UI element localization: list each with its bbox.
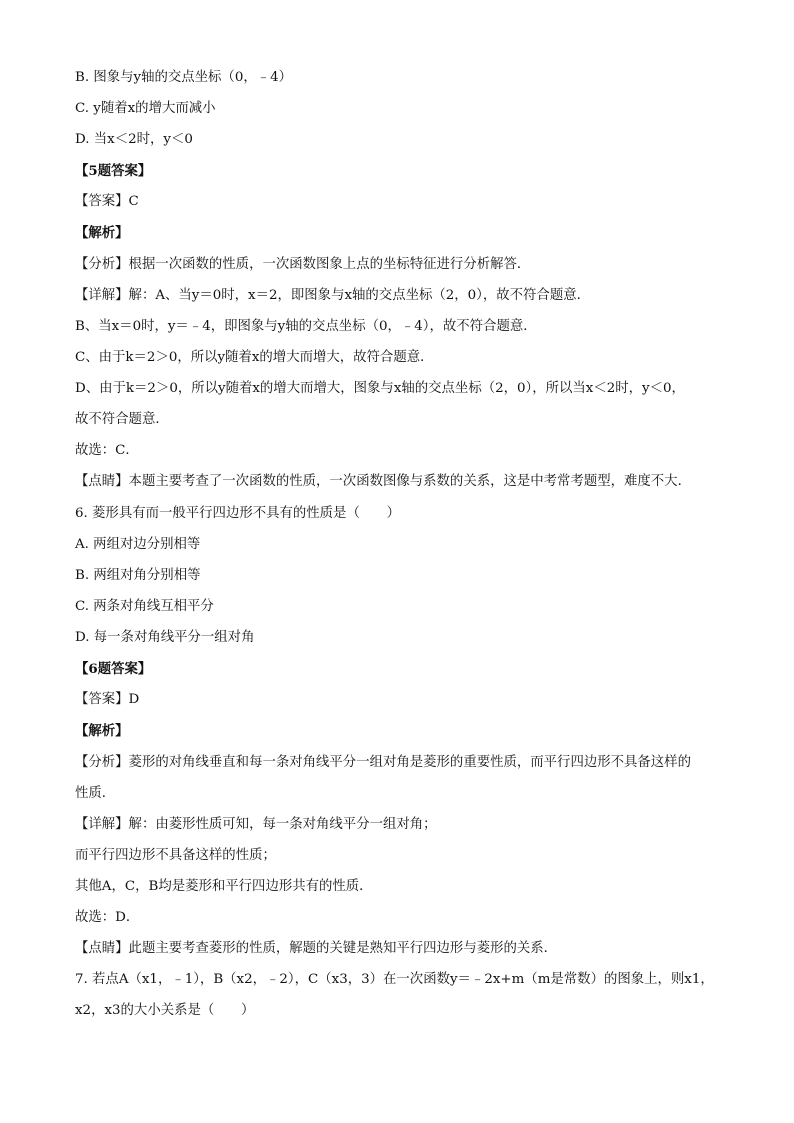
q5-answer-heading: 【5题答案】 (75, 163, 152, 179)
q5-choice: 故选：C． (75, 443, 139, 458)
q6-detail-2: 而平行四边形不具备这样的性质； (75, 848, 276, 863)
option-a-q6: A. 两组对边分别相等 (75, 537, 201, 552)
q5-detail-c: C、由于k＝2＞0，所以y随着x的增大而增大，故符合题意． (75, 350, 434, 365)
option-b-q6: B. 两组对角分别相等 (75, 568, 201, 583)
q6-analysis-cont: 性质． (75, 786, 116, 801)
q5-detail-d: D、由于k＝2＞0，所以y随着x的增大而增大，图象与x轴的交点坐标（2，0），所以当x＜2时，y＜0， (75, 381, 685, 396)
option-d-q6: D. 每一条对角线平分一组对角 (75, 630, 255, 645)
q6-analysis-heading: 【解析】 (75, 723, 129, 739)
q5-detail-d-cont: 故不符合题意． (75, 412, 169, 427)
q5-answer: 【答案】C (75, 194, 139, 209)
q5-analysis-heading: 【解析】 (75, 225, 129, 241)
q7-stem-cont: x2，x3的大小关系是（ ） (75, 1003, 255, 1018)
q6-detail-3: 其他A，C，B均是菱形和平行四边形共有的性质． (75, 879, 373, 894)
q6-answer: 【答案】D (75, 692, 140, 707)
q6-stem: 6. 菱形具有而一般平行四边形不具有的性质是（ ） (75, 506, 401, 521)
q5-comment: 【点睛】本题主要考查了一次函数的性质，一次函数图像与系数的关系，这是中考常考题型，难度不大． (75, 474, 691, 489)
q6-choice: 故选：D． (75, 910, 140, 925)
option-b-q5: B. 图象与y轴的交点坐标（0，﹣4） (75, 70, 293, 85)
q6-comment: 【点睛】此题主要考查菱形的性质，解题的关键是熟知平行四边形与菱形的关系． (75, 941, 558, 956)
q6-analysis: 【分析】菱形的对角线垂直和每一条对角线平分一组对角是菱形的重要性质，而平行四边形不具备这样的 (75, 755, 691, 770)
q5-detail-a: 【详解】解：A、当y＝0时，x＝2，即图象与x轴的交点坐标（2，0），故不符合题意． (75, 288, 590, 303)
option-d-q5: D. 当x＜2时，y＜0 (75, 132, 193, 147)
option-c-q5: C. y随着x的增大而减小 (75, 101, 216, 116)
option-c-q6: C. 两条对角线互相平分 (75, 599, 214, 614)
q6-detail-1: 【详解】解：由菱形性质可知，每一条对角线平分一组对角； (75, 817, 437, 832)
q6-answer-heading: 【6题答案】 (75, 661, 152, 677)
q5-detail-b: B、当x＝0时，y＝﹣4，即图象与y轴的交点坐标（0，﹣4），故不符合题意． (75, 319, 537, 334)
q7-stem: 7. 若点A（x1，﹣1），B（x2，﹣2），C（x3，3）在一次函数y＝﹣2x+m（m是常数）的图象上，则x1， (75, 972, 714, 987)
q5-analysis: 【分析】根据一次函数的性质，一次函数图象上点的坐标特征进行分析解答． (75, 257, 531, 272)
